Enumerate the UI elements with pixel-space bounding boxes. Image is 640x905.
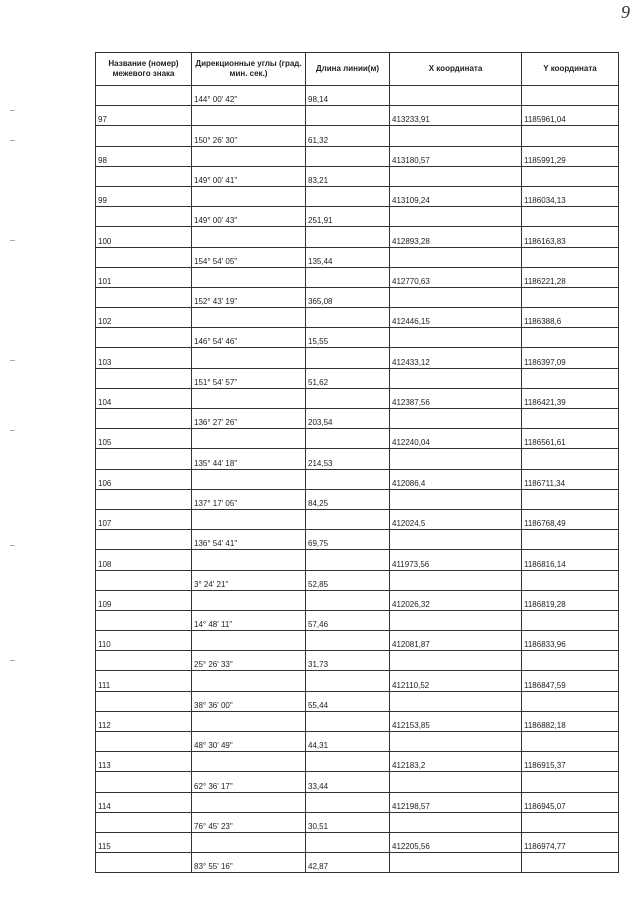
cell-length [306,711,390,731]
cell-name: 102 [96,308,192,328]
cell-y [522,691,619,711]
cell-length [306,631,390,651]
cell-name: 111 [96,671,192,691]
table-row [96,166,619,186]
cell-length: 251,91 [306,207,390,227]
cell-y [522,126,619,146]
cell-y: 1186768,49 [522,509,619,529]
cell-y: 1186388,6 [522,308,619,328]
cell-angle [192,550,306,570]
cell-x [390,610,522,630]
cell-x: 412387,56 [390,388,522,408]
cell-length [306,590,390,610]
cell-angle: 136° 27' 26" [192,409,306,429]
cell-angle: 136° 54' 41" [192,530,306,550]
cell-y [522,86,619,106]
cell-angle: 144° 00' 42" [192,86,306,106]
cell-angle [192,267,306,287]
cell-y [522,732,619,752]
cell-y: 1186816,14 [522,550,619,570]
cell-y [522,166,619,186]
cell-angle [192,752,306,772]
cell-name [96,610,192,630]
cell-name [96,772,192,792]
header-length: Длина линии(м) [306,53,390,86]
cell-length [306,752,390,772]
table-row [96,732,619,752]
cell-y [522,610,619,630]
table-row [96,388,619,408]
cell-y [522,530,619,550]
cell-x [390,812,522,832]
cell-length [306,509,390,529]
cell-length: 33,44 [306,772,390,792]
cell-length: 61,32 [306,126,390,146]
cell-angle: 48° 30' 49" [192,732,306,752]
cell-name: 115 [96,832,192,852]
cell-angle: 150° 26' 30" [192,126,306,146]
cell-name: 103 [96,348,192,368]
cell-x: 412086,4 [390,469,522,489]
boundary-coordinates-table [95,52,619,873]
cell-name: 98 [96,146,192,166]
cell-x [390,489,522,509]
cell-x: 412081,87 [390,631,522,651]
table-row [96,368,619,388]
table-row [96,530,619,550]
table-row [96,570,619,590]
table-row [96,590,619,610]
cell-x: 413109,24 [390,186,522,206]
cell-name [96,651,192,671]
cell-y [522,287,619,307]
cell-y [522,247,619,267]
cell-name [96,853,192,873]
table-row [96,267,619,287]
cell-y [522,489,619,509]
cell-y [522,368,619,388]
cell-x [390,449,522,469]
margin-mark [10,360,15,361]
cell-name [96,489,192,509]
header-y: Y координата [522,53,619,86]
cell-angle: 149° 00' 41" [192,166,306,186]
cell-length [306,671,390,691]
cell-length: 365,08 [306,287,390,307]
cell-angle [192,186,306,206]
cell-length [306,832,390,852]
cell-angle: 38° 36' 00" [192,691,306,711]
cell-y [522,328,619,348]
page-number: 9 [621,2,630,22]
cell-y: 1186974,77 [522,832,619,852]
cell-y: 1186915,37 [522,752,619,772]
table-row [96,772,619,792]
cell-name [96,328,192,348]
table-row [96,469,619,489]
cell-x [390,166,522,186]
table-row [96,429,619,449]
cell-angle [192,146,306,166]
table-row [96,449,619,469]
margin-mark [10,430,15,431]
cell-length [306,106,390,126]
cell-x: 412770,63 [390,267,522,287]
table-row [96,752,619,772]
cell-x: 412110,52 [390,671,522,691]
cell-angle: 76° 45' 23" [192,812,306,832]
table-row [96,207,619,227]
cell-name [96,530,192,550]
cell-name: 100 [96,227,192,247]
cell-length: 52,85 [306,570,390,590]
cell-length: 15,55 [306,328,390,348]
table-row [96,106,619,126]
cell-y [522,651,619,671]
margin-mark [10,110,15,111]
cell-length [306,267,390,287]
cell-x: 413233,91 [390,106,522,126]
cell-x [390,368,522,388]
cell-length: 42,87 [306,853,390,873]
cell-length [306,227,390,247]
cell-y: 1186421,39 [522,388,619,408]
cell-name [96,287,192,307]
cell-length [306,348,390,368]
cell-x: 413180,57 [390,146,522,166]
cell-name [96,732,192,752]
cell-angle: 83° 55' 16" [192,853,306,873]
table-row [96,671,619,691]
cell-x: 412198,57 [390,792,522,812]
cell-angle [192,469,306,489]
table-row [96,146,619,166]
cell-y: 1186819,28 [522,590,619,610]
cell-angle [192,711,306,731]
cell-angle: 152° 43' 19" [192,287,306,307]
cell-name [96,166,192,186]
cell-x: 412205,56 [390,832,522,852]
cell-angle [192,590,306,610]
cell-y: 1185961,04 [522,106,619,126]
cell-length: 30,51 [306,812,390,832]
margin-mark [10,545,15,546]
cell-name [96,368,192,388]
cell-name [96,207,192,227]
cell-name [96,812,192,832]
cell-name: 97 [96,106,192,126]
cell-length [306,550,390,570]
cell-angle [192,227,306,247]
cell-y: 1185991,29 [522,146,619,166]
cell-x [390,247,522,267]
cell-name [96,691,192,711]
cell-length [306,429,390,449]
cell-x: 412153,85 [390,711,522,731]
cell-length: 69,75 [306,530,390,550]
cell-name: 113 [96,752,192,772]
cell-name: 112 [96,711,192,731]
cell-y: 1186397,09 [522,348,619,368]
cell-x [390,651,522,671]
table-row [96,691,619,711]
table-row [96,509,619,529]
table-row [96,186,619,206]
cell-name [96,409,192,429]
cell-x [390,732,522,752]
cell-name [96,126,192,146]
cell-angle [192,631,306,651]
table-row [96,711,619,731]
table-row [96,227,619,247]
cell-angle: 14° 48' 11" [192,610,306,630]
table-row [96,86,619,106]
table-row [96,247,619,267]
cell-name: 107 [96,509,192,529]
cell-angle: 137° 17' 05" [192,489,306,509]
cell-name: 99 [96,186,192,206]
cell-x [390,207,522,227]
cell-x: 412240,04 [390,429,522,449]
cell-length: 84,25 [306,489,390,509]
cell-angle: 3° 24' 21" [192,570,306,590]
cell-y: 1186847,59 [522,671,619,691]
table-row [96,610,619,630]
cell-y [522,570,619,590]
cell-name: 109 [96,590,192,610]
cell-y [522,449,619,469]
margin-mark [10,240,15,241]
table-row [96,348,619,368]
cell-y [522,207,619,227]
cell-y [522,853,619,873]
cell-length: 203,54 [306,409,390,429]
cell-x [390,287,522,307]
table-row [96,812,619,832]
cell-name [96,570,192,590]
cell-angle [192,671,306,691]
header-name: Название (номер) межевого знака [96,53,192,86]
cell-angle [192,106,306,126]
cell-length [306,186,390,206]
cell-angle: 135° 44' 18" [192,449,306,469]
table-row [96,550,619,570]
cell-name [96,247,192,267]
cell-angle [192,832,306,852]
cell-x: 412446,15 [390,308,522,328]
cell-length: 135,44 [306,247,390,267]
table-row [96,853,619,873]
cell-angle: 62° 36' 17" [192,772,306,792]
cell-angle [192,509,306,529]
header-x: X координата [390,53,522,86]
table-row [96,792,619,812]
cell-name [96,449,192,469]
cell-length: 51,62 [306,368,390,388]
cell-x: 412893,28 [390,227,522,247]
cell-name: 105 [96,429,192,449]
cell-y: 1186882,18 [522,711,619,731]
cell-length [306,469,390,489]
cell-x [390,409,522,429]
cell-name: 110 [96,631,192,651]
cell-y [522,812,619,832]
margin-mark [10,660,15,661]
cell-name [96,86,192,106]
table-body [96,86,619,873]
cell-x [390,530,522,550]
table-row [96,126,619,146]
cell-y [522,772,619,792]
cell-x: 412183,2 [390,752,522,772]
cell-name: 106 [96,469,192,489]
cell-x: 412433,12 [390,348,522,368]
cell-x [390,772,522,792]
table-row [96,287,619,307]
cell-x: 411973,56 [390,550,522,570]
cell-name: 101 [96,267,192,287]
cell-x [390,570,522,590]
cell-angle: 146° 54' 46" [192,328,306,348]
cell-x: 412024,5 [390,509,522,529]
cell-length [306,146,390,166]
cell-angle [192,429,306,449]
cell-length: 55,44 [306,691,390,711]
cell-length: 57,46 [306,610,390,630]
table-row [96,489,619,509]
cell-length: 44,31 [306,732,390,752]
cell-y: 1186711,34 [522,469,619,489]
cell-y [522,409,619,429]
cell-y: 1186163,83 [522,227,619,247]
cell-y: 1186034,13 [522,186,619,206]
cell-angle: 151° 54' 57" [192,368,306,388]
cell-x [390,126,522,146]
cell-name: 104 [96,388,192,408]
cell-x: 412026,32 [390,590,522,610]
margin-mark [10,140,15,141]
cell-x [390,691,522,711]
cell-angle [192,792,306,812]
cell-length: 98,14 [306,86,390,106]
table-row [96,328,619,348]
table-row [96,651,619,671]
cell-length [306,388,390,408]
cell-y: 1186561,61 [522,429,619,449]
cell-length: 31,73 [306,651,390,671]
cell-name: 108 [96,550,192,570]
cell-x [390,328,522,348]
cell-angle: 149° 00' 43" [192,207,306,227]
cell-length [306,792,390,812]
cell-length: 83,21 [306,166,390,186]
cell-length: 214,53 [306,449,390,469]
cell-name: 114 [96,792,192,812]
cell-angle [192,348,306,368]
table-row [96,832,619,852]
cell-x [390,853,522,873]
table-header-row [96,53,619,86]
cell-angle: 25° 26' 33" [192,651,306,671]
cell-length [306,308,390,328]
table-row [96,308,619,328]
header-angle: Дирекционные углы (град. мин. сек.) [192,53,306,86]
cell-x [390,86,522,106]
cell-y: 1186945,07 [522,792,619,812]
cell-angle: 154° 54' 05" [192,247,306,267]
table-row [96,631,619,651]
cell-angle [192,388,306,408]
cell-y: 1186221,28 [522,267,619,287]
table-row [96,409,619,429]
cell-y: 1186833,96 [522,631,619,651]
cell-angle [192,308,306,328]
